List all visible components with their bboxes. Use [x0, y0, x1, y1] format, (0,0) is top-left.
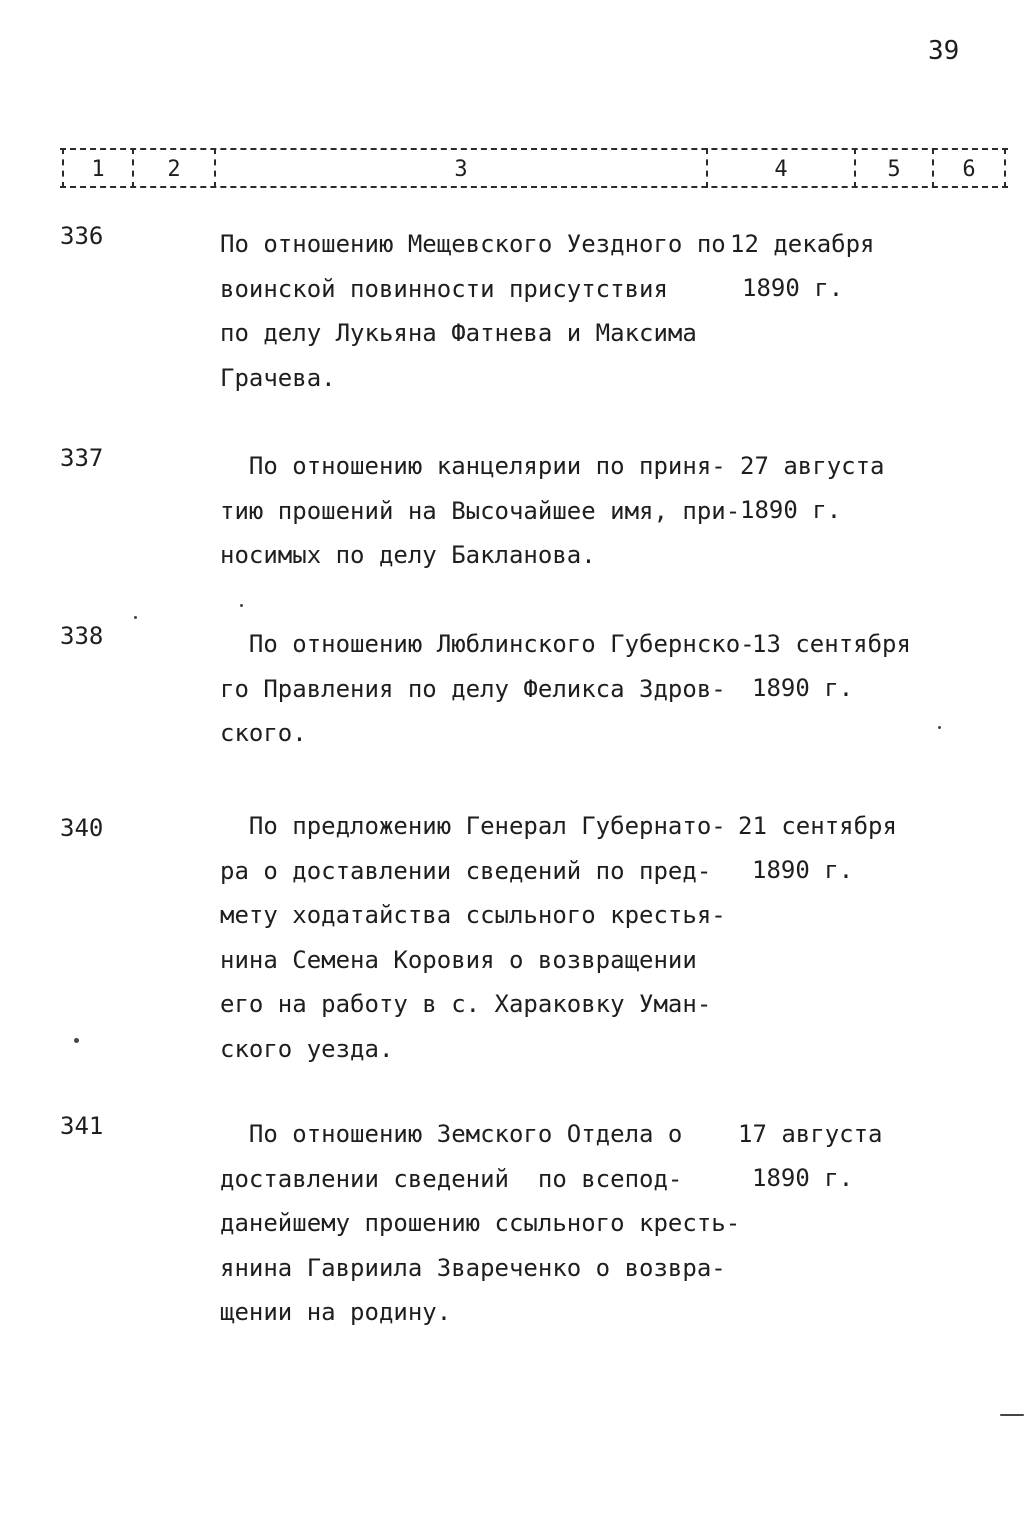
header-top-rule [60, 148, 1008, 150]
column-separator [1004, 148, 1006, 188]
entry-date [740, 444, 885, 532]
date-line: 1890 г. [752, 674, 854, 702]
entry-description [220, 444, 741, 578]
date-line: 13 сентября [752, 630, 911, 658]
description-line: нина Семена Коровия о возвращении [220, 945, 697, 974]
description-line: По отношению Люблинского Губернско- [220, 630, 755, 658]
entry-date [730, 222, 875, 310]
description-line: По предложению Генерал Губернато- [220, 812, 726, 840]
date-line: 21 сентября [738, 812, 897, 840]
description-line: По отношению канцелярии по приня- [220, 452, 726, 480]
column-header-3: 3 [454, 157, 468, 182]
column-header-2: 2 [167, 157, 181, 182]
scan-speck [240, 604, 243, 607]
scan-speck [74, 1038, 79, 1043]
description-line: воинской повинности присутствия [220, 274, 668, 303]
description-line: Грачева. [220, 363, 336, 392]
description-line: его на работу в с. Хараковку Уман- [220, 990, 712, 1018]
column-header-5: 5 [887, 157, 901, 182]
entry-description [220, 804, 726, 1071]
entry-date [752, 622, 911, 710]
entry-description [220, 222, 726, 400]
description-line: по делу Лукьяна Фатнева и Максима [220, 319, 697, 347]
description-line: доставлении сведений по всепод- [220, 1164, 683, 1193]
entry-number: 341 [60, 1112, 104, 1140]
description-line: тию прошений на Высочайшее имя, при- [220, 496, 741, 525]
description-line: янина Гавриила Звареченко о возвра- [220, 1253, 726, 1282]
column-header-4: 4 [774, 157, 788, 182]
date-line: 17 августа [738, 1120, 883, 1148]
scan-speck [1000, 1414, 1024, 1416]
description-line: носимых по делу Бакланова. [220, 541, 596, 569]
column-header-6: 6 [962, 157, 976, 182]
column-header-1: 1 [91, 157, 105, 182]
scan-speck [938, 726, 941, 729]
description-line: мету ходатайства ссыльного крестья- [220, 901, 726, 929]
date-line: 1890 г. [740, 496, 842, 524]
entry-date [738, 804, 897, 892]
entry-number: 336 [60, 222, 104, 250]
date-line: 27 августа [740, 452, 885, 480]
description-line: По отношению Земского Отдела о [220, 1120, 683, 1148]
entry-number: 337 [60, 444, 104, 472]
date-line: 1890 г. [742, 274, 844, 302]
description-line: ра о доставлении сведений по пред- [220, 856, 712, 885]
date-line: 12 декабря [730, 230, 875, 258]
entry-number: 340 [60, 814, 104, 842]
column-header-row [60, 148, 1008, 188]
scan-speck [134, 616, 137, 619]
page-number: 39 [928, 36, 960, 66]
description-line: ского. [220, 719, 307, 747]
header-bottom-rule [60, 186, 1008, 188]
date-line: 1890 г. [752, 1164, 854, 1192]
entry-description [220, 622, 755, 756]
entry-description [220, 1112, 741, 1335]
entry-date [738, 1112, 883, 1200]
date-line: 1890 г. [752, 856, 854, 884]
description-line: ского уезда. [220, 1034, 394, 1063]
description-line: щении на родину. [220, 1298, 452, 1326]
description-line: По отношению Мещевского Уездного по [220, 230, 726, 258]
description-line: го Правления по делу Феликса Здров- [220, 674, 726, 703]
entry-number: 338 [60, 622, 104, 650]
description-line: данейшему прошению ссыльного кресть- [220, 1209, 741, 1237]
